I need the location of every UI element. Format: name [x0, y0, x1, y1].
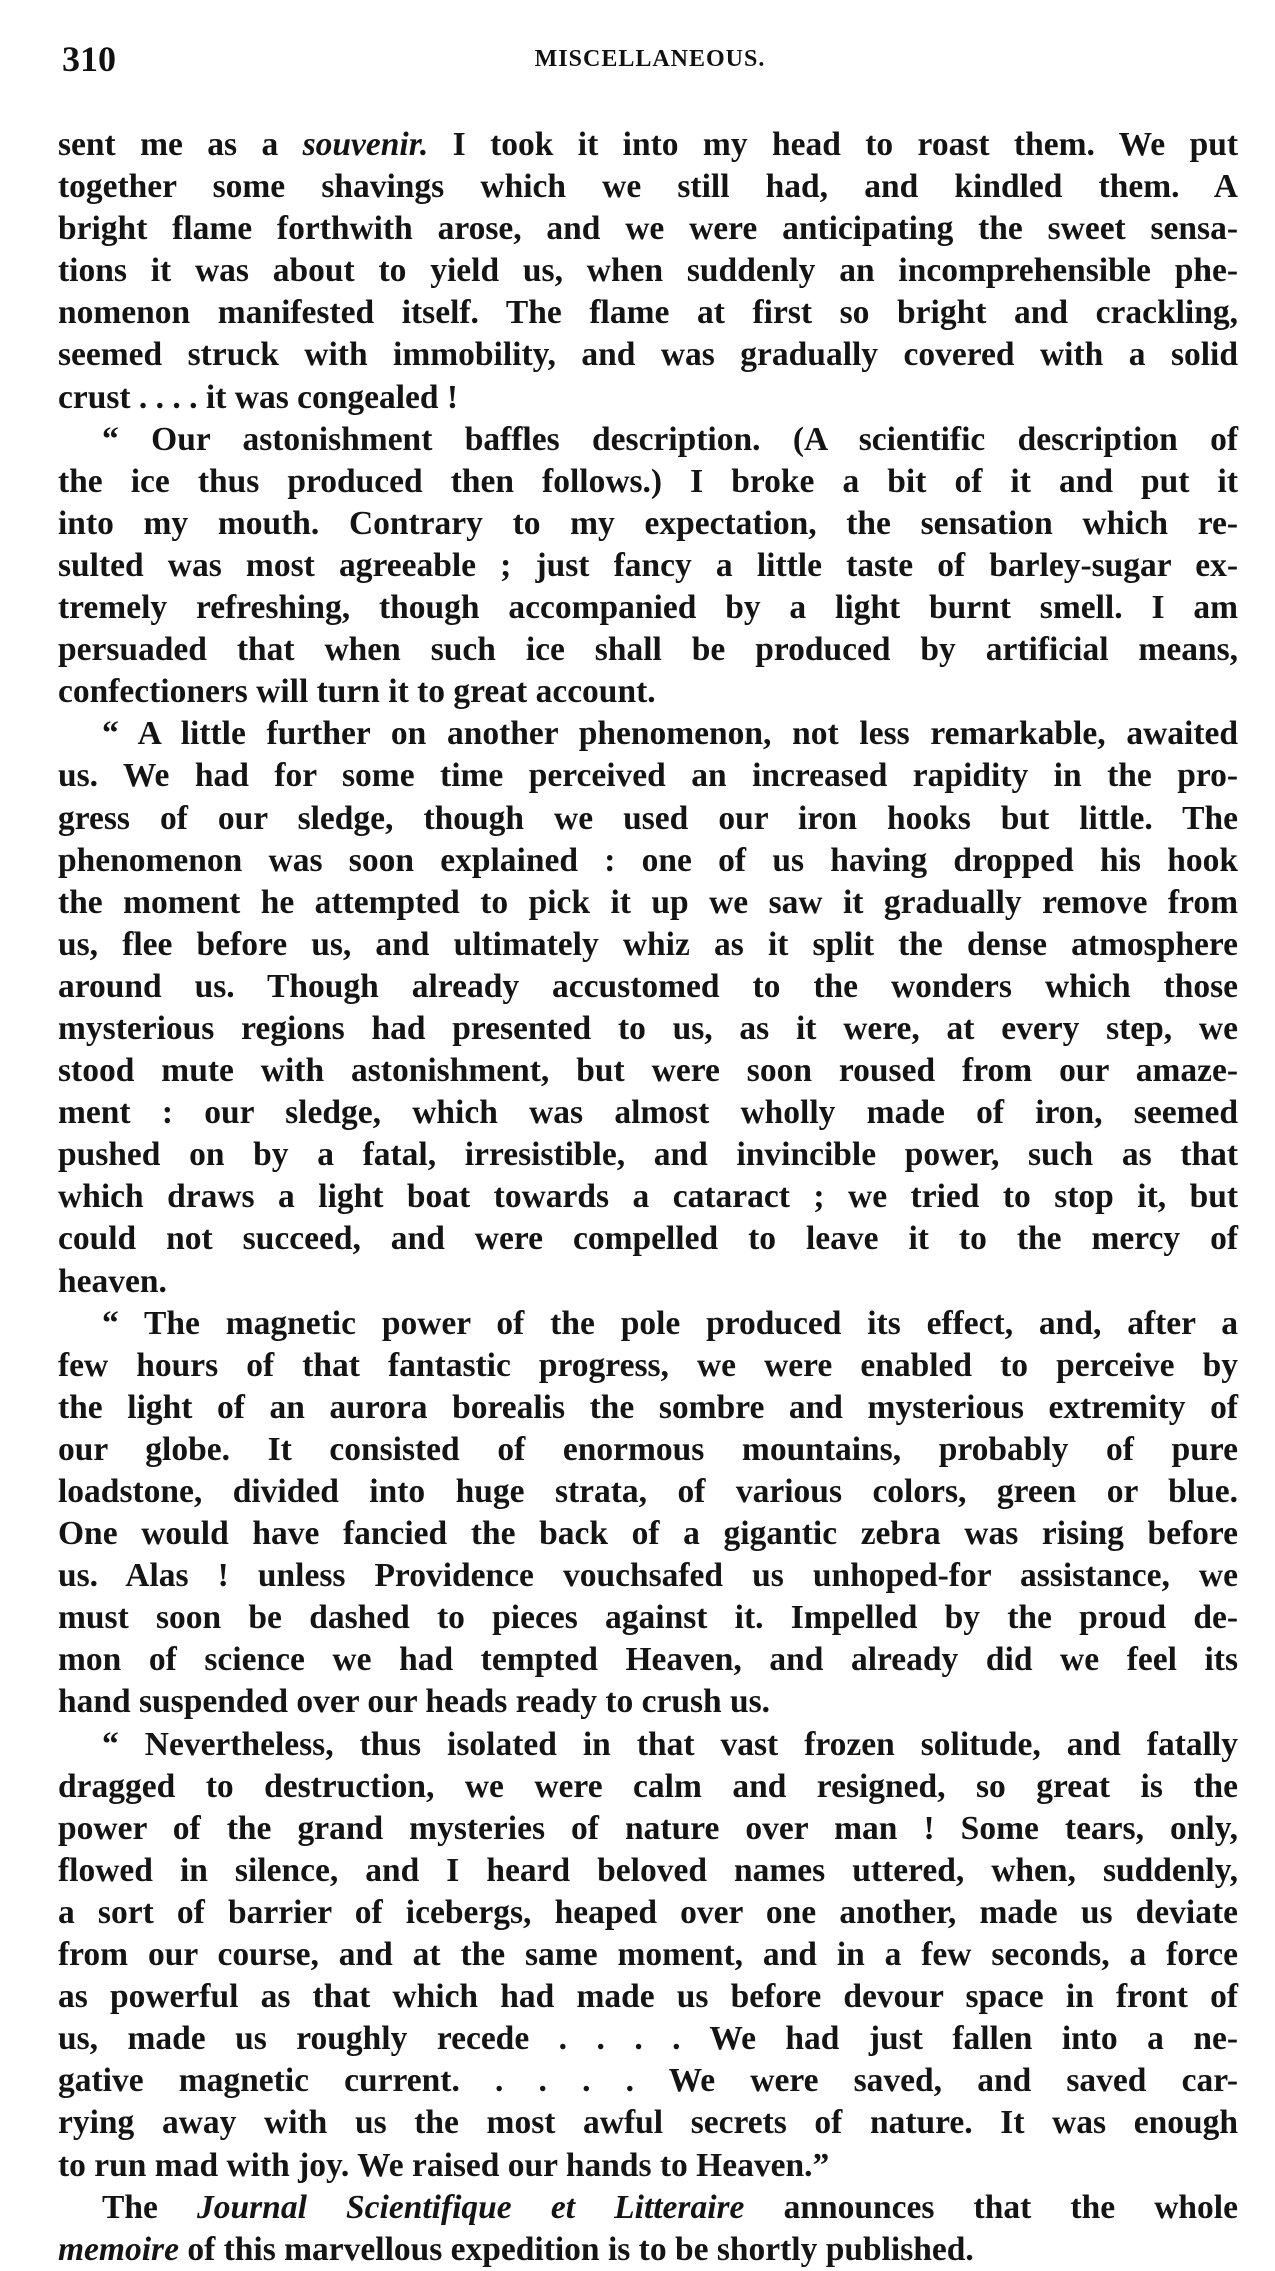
- body-text: [58, 124, 1238, 2271]
- text-run: “ Nevertheless, thus isolated in that vast frozen solitude, and fatally: [102, 1725, 1238, 1763]
- text-run: to run mad with joy. We raised our hands to Heaven.”: [58, 2146, 830, 2184]
- text-run: hand suspended over our heads ready to crush us.: [58, 1683, 771, 1721]
- page-number: 310: [62, 39, 116, 79]
- text-line: [58, 1471, 1238, 1513]
- text-run: stood mute with astonishment, but were soon roused from our amaze-: [58, 1052, 1238, 1090]
- text-line: [58, 882, 1238, 924]
- text-run: few hours of that fantastic progress, we were enabled to perceive by: [58, 1346, 1238, 1384]
- text-run: nomenon manifested itself. The flame at first so bright and crackling,: [58, 294, 1238, 332]
- text-line: [58, 1303, 1238, 1345]
- text-run: us. Alas ! unless Providence vouchsafed us unhoped-for assistance, we: [58, 1557, 1238, 1595]
- text-run: tremely refreshing, though accompanied by a light burnt smell. I am: [58, 589, 1238, 627]
- text-line: [58, 629, 1238, 671]
- text-line: [58, 1850, 1238, 1892]
- text-line: [58, 461, 1238, 503]
- paragraph: [58, 1724, 1238, 2187]
- text-run: announces that the whole: [744, 2188, 1238, 2226]
- paragraph: [58, 2187, 1238, 2271]
- text-line: [58, 2145, 1238, 2187]
- text-run: ment : our sledge, which was almost wholly made of iron, seemed: [58, 1094, 1238, 1132]
- text-run: “ The magnetic power of the pole produced its effect, and, after a: [102, 1304, 1238, 1342]
- paragraph: [58, 419, 1238, 714]
- text-run: which draws a light boat towards a cataract ; we tried to stop it, but: [58, 1178, 1238, 1216]
- text-run: phenomenon was soon explained : one of us having dropped his hook: [58, 841, 1238, 879]
- text-run: the light of an aurora borealis the sombre and mysterious extremity of: [58, 1388, 1238, 1426]
- text-run: bright flame forthwith arose, and we were anticipating the sweet sensa-: [58, 210, 1238, 248]
- text-line: [58, 1934, 1238, 1976]
- text-line: [58, 1681, 1238, 1723]
- text-run: rying away with us the most awful secrets of nature. It was enough: [58, 2104, 1238, 2142]
- text-run: “ A little further on another phenomenon, not less remarkable, awaited: [102, 715, 1238, 753]
- italic-text: memoire: [58, 2230, 179, 2268]
- text-line: [58, 1134, 1238, 1176]
- text-line: [58, 124, 1238, 166]
- text-run: tions it was about to yield us, when suddenly an incomprehensible phe-: [58, 252, 1238, 290]
- text-run: as powerful as that which had made us before devour space in front of: [58, 1978, 1238, 2016]
- text-line: [58, 377, 1238, 419]
- text-line: [58, 545, 1238, 587]
- text-line: [58, 1429, 1238, 1471]
- text-run: our globe. It consisted of enormous mountains, probably of pure: [58, 1430, 1238, 1468]
- text-line: [58, 166, 1238, 208]
- text-line: [58, 208, 1238, 250]
- text-line: [58, 503, 1238, 545]
- text-line: [58, 713, 1238, 755]
- text-run: gative magnetic current. . . . . We were saved, and saved car-: [58, 2062, 1238, 2100]
- text-run: sent me as a: [58, 126, 303, 163]
- text-run: seemed struck with immobility, and was gradually covered with a solid: [58, 336, 1238, 374]
- text-line: [58, 1555, 1238, 1597]
- text-run: confectioners will turn it to great account.: [58, 673, 656, 711]
- text-run: of this marvellous expedition is to be shortly published.: [178, 2230, 974, 2268]
- text-run: One would have fancied the back of a gigantic zebra was rising before: [58, 1515, 1238, 1553]
- text-run: could not succeed, and were compelled to leave it to the mercy of: [58, 1220, 1238, 1258]
- text-run: the ice thus produced then follows.) I broke a bit of it and put it: [58, 462, 1238, 500]
- text-run: flowed in silence, and I heard beloved names uttered, when, suddenly,: [58, 1851, 1238, 1889]
- text-run: “ Our astonishment baffles description. (A scientific description of: [102, 420, 1238, 458]
- text-line: [58, 1176, 1238, 1218]
- text-line: [58, 671, 1238, 713]
- text-line: [58, 2060, 1238, 2102]
- text-line: [58, 1766, 1238, 1808]
- text-line: [58, 1387, 1238, 1429]
- paragraph: [58, 713, 1238, 1302]
- text-line: [58, 1976, 1238, 2018]
- text-run: heaven.: [58, 1262, 167, 1300]
- text-run: crust . . . . it was congealed !: [58, 378, 459, 416]
- text-line: [58, 966, 1238, 1008]
- text-line: [58, 1639, 1238, 1681]
- text-run: I took it into my head to roast them. We put: [428, 126, 1238, 163]
- text-run: persuaded that when such ice shall be produced by artificial means,: [58, 631, 1238, 669]
- italic-text: souvenir.: [302, 126, 429, 163]
- text-run: around us. Though already accustomed to the wonders which those: [58, 967, 1238, 1005]
- text-run: sulted was most agreeable ; just fancy a little taste of barley-sugar ex-: [58, 546, 1238, 584]
- text-line: [58, 1345, 1238, 1387]
- text-run: power of the grand mysteries of nature over man ! Some tears, only,: [58, 1809, 1238, 1847]
- text-run: dragged to destruction, we were calm and resigned, so great is the: [58, 1767, 1238, 1805]
- text-line: [58, 2229, 1238, 2271]
- text-run: gress of our sledge, though we used our iron hooks but little. The: [58, 799, 1238, 837]
- text-run: us. We had for some time perceived an increased rapidity in the pro-: [58, 757, 1238, 795]
- text-line: [58, 292, 1238, 334]
- page-header: [60, 38, 1240, 88]
- text-line: [58, 334, 1238, 376]
- text-run: the moment he attempted to pick it up we saw it gradually remove from: [58, 883, 1238, 921]
- text-line: [58, 1008, 1238, 1050]
- text-line: [58, 1218, 1238, 1260]
- running-head: MISCELLANEOUS.: [534, 46, 766, 72]
- text-line: [58, 840, 1238, 882]
- text-run: together some shavings which we still had, and kindled them. A: [58, 168, 1238, 206]
- text-run: us, flee before us, and ultimately whiz as it split the dense atmosphere: [58, 925, 1238, 963]
- text-run: from our course, and at the same moment, and in a few seconds, a force: [58, 1936, 1238, 1974]
- text-line: [58, 1513, 1238, 1555]
- text-run: pushed on by a fatal, irresistible, and invincible power, such as that: [58, 1136, 1238, 1174]
- paragraph: [58, 1303, 1238, 1724]
- text-run: mon of science we had tempted Heaven, and already did we feel its: [58, 1641, 1238, 1679]
- text-line: [58, 1892, 1238, 1934]
- text-run: loadstone, divided into huge strata, of various colors, green or blue.: [58, 1473, 1238, 1510]
- text-line: [58, 250, 1238, 292]
- text-line: [58, 1724, 1238, 1766]
- text-line: [58, 2187, 1238, 2229]
- italic-text: Journal Scientifique et Litteraire: [197, 2188, 745, 2226]
- text-line: [58, 1597, 1238, 1639]
- text-run: a sort of barrier of icebergs, heaped over one another, made us deviate: [58, 1893, 1238, 1931]
- text-run: The: [102, 2188, 198, 2226]
- text-line: [58, 924, 1238, 966]
- text-line: [58, 1808, 1238, 1850]
- text-line: [58, 1092, 1238, 1134]
- text-run: us, made us roughly recede . . . . We had just fallen into a ne-: [58, 2020, 1238, 2058]
- paragraph: [58, 124, 1238, 419]
- text-line: [58, 2018, 1238, 2060]
- text-line: [58, 587, 1238, 629]
- text-line: [58, 755, 1238, 797]
- text-run: into my mouth. Contrary to my expectation, the sensation which re-: [58, 504, 1238, 542]
- text-run: must soon be dashed to pieces against it. Impelled by the proud de-: [58, 1599, 1238, 1637]
- text-run: mysterious regions had presented to us, as it were, at every step, we: [58, 1009, 1238, 1047]
- text-line: [58, 798, 1238, 840]
- text-line: [58, 2102, 1238, 2144]
- text-line: [58, 1050, 1238, 1092]
- text-line: [58, 419, 1238, 461]
- text-line: [58, 1261, 1238, 1303]
